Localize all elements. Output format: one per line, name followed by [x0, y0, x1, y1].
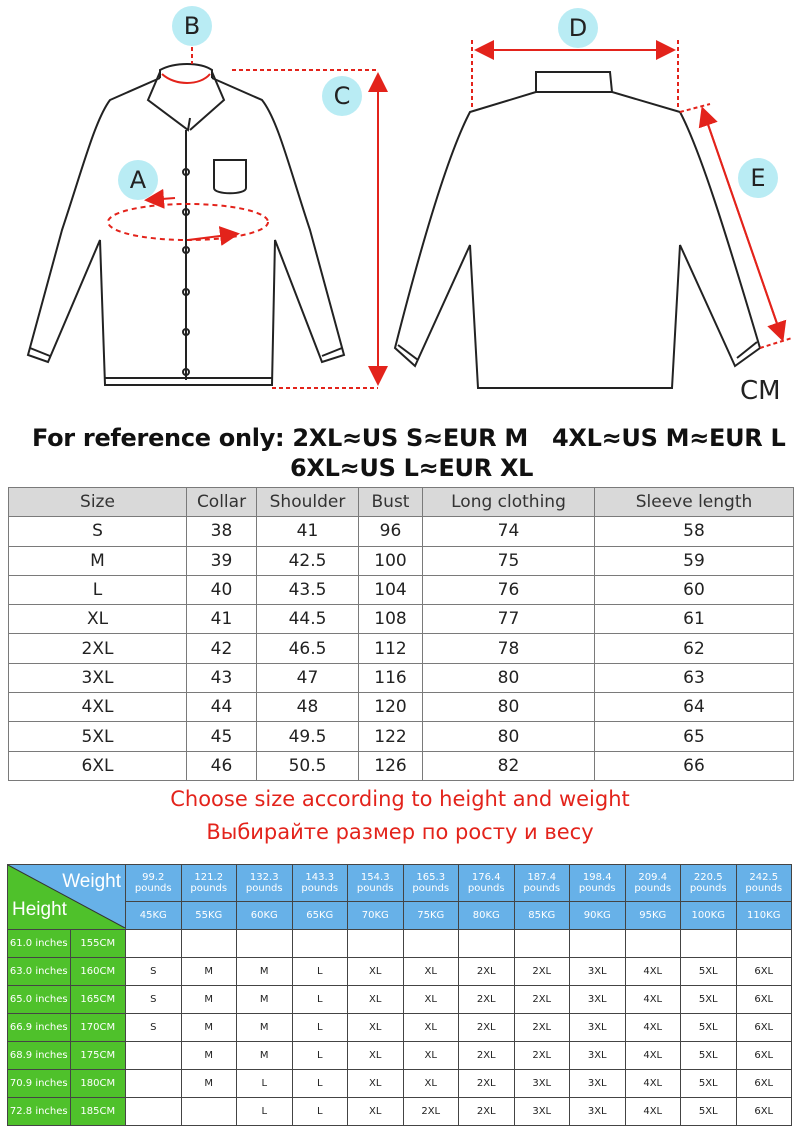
weight-pounds-unit: pounds — [467, 883, 505, 894]
weight-kg-cell: 85KG — [514, 902, 570, 930]
weight-pounds-value: 99.2 — [142, 872, 165, 883]
size-row — [9, 722, 794, 751]
note-english: Choose size according to height and weight — [170, 787, 630, 811]
recommended-size-cell: L — [292, 1042, 348, 1070]
cell-bust: 108 — [359, 605, 423, 634]
cell-bust: 104 — [359, 575, 423, 604]
weight-pounds-unit: pounds — [190, 883, 228, 894]
size-row — [9, 517, 794, 546]
height-cm-cell: 165CM — [70, 986, 125, 1014]
weight-pounds-value: 242.5 — [749, 872, 779, 883]
recommended-size-cell: XL — [403, 986, 459, 1014]
weight-pounds-unit: pounds — [301, 883, 339, 894]
recommended-size-cell: XL — [403, 1070, 459, 1098]
weight-pounds-unit: pounds — [689, 883, 727, 894]
recommended-size-cell: 2XL — [403, 1098, 459, 1126]
cell-long-clothing: 77 — [423, 605, 595, 634]
recommended-size-cell: 6XL — [736, 1098, 792, 1126]
cell-collar: 43 — [187, 663, 257, 692]
height-inches-cell: 70.9 inches — [8, 1070, 71, 1098]
weight-pounds-cell — [292, 865, 348, 902]
recommended-size-cell — [736, 930, 792, 958]
recommended-size-cell: 6XL — [736, 1014, 792, 1042]
shirt-drawings — [0, 0, 800, 412]
cell-sleeve-length: 65 — [595, 722, 794, 751]
height-cm-cell: 175CM — [70, 1042, 125, 1070]
recommended-size-cell: M — [237, 958, 293, 986]
weight-pounds-cell — [681, 865, 737, 902]
recommended-size-cell: 5XL — [681, 1098, 737, 1126]
recommended-size-cell — [570, 930, 626, 958]
height-label: Height — [12, 899, 67, 920]
weight-kg-cell: 55KG — [181, 902, 237, 930]
recommended-size-cell: 2XL — [459, 1098, 515, 1126]
weight-pounds-unit: pounds — [578, 883, 616, 894]
weight-kg-cell: 90KG — [570, 902, 626, 930]
recommended-size-cell: 2XL — [459, 958, 515, 986]
size-table-header — [9, 488, 794, 517]
height-inches-cell: 66.9 inches — [8, 1014, 71, 1042]
weight-pounds-unit: pounds — [245, 883, 283, 894]
recommended-size-cell: M — [237, 986, 293, 1014]
header-shoulder: Shoulder — [257, 488, 359, 517]
weight-pounds-cell — [514, 865, 570, 902]
recommended-size-cell: 2XL — [514, 1042, 570, 1070]
recommended-size-cell: 4XL — [625, 958, 681, 986]
height-row — [8, 1098, 792, 1126]
recommended-size-cell — [348, 930, 404, 958]
recommended-size-cell — [514, 930, 570, 958]
weight-pounds-value: 154.3 — [360, 872, 390, 883]
cell-size: 6XL — [9, 751, 187, 780]
recommended-size-cell: 2XL — [459, 1014, 515, 1042]
size-row — [9, 634, 794, 663]
recommended-size-cell: 2XL — [514, 1014, 570, 1042]
height-cm-cell: 160CM — [70, 958, 125, 986]
height-inches-cell: 65.0 inches — [8, 986, 71, 1014]
cell-bust: 116 — [359, 663, 423, 692]
recommended-size-cell: 2XL — [514, 986, 570, 1014]
weight-pounds-cell — [459, 865, 515, 902]
recommended-size-cell: 5XL — [681, 1014, 737, 1042]
recommended-size-cell: XL — [348, 1098, 404, 1126]
cell-shoulder: 43.5 — [257, 575, 359, 604]
size-row — [9, 663, 794, 692]
recommended-size-cell — [237, 930, 293, 958]
cell-sleeve-length: 63 — [595, 663, 794, 692]
height-inches-cell: 63.0 inches — [8, 958, 71, 986]
recommended-size-cell — [459, 930, 515, 958]
recommended-size-cell: M — [181, 1042, 237, 1070]
marker-c-length: C — [322, 76, 362, 116]
recommended-size-cell — [126, 1042, 182, 1070]
weight-kg-cell: 65KG — [292, 902, 348, 930]
cell-bust: 120 — [359, 693, 423, 722]
recommended-size-cell — [126, 1098, 182, 1126]
reference-line-2: 4XL≈US M≈EUR L — [552, 424, 786, 452]
cell-size: 5XL — [9, 722, 187, 751]
recommended-size-cell: XL — [348, 1042, 404, 1070]
cell-shoulder: 42.5 — [257, 546, 359, 575]
height-cm-cell: 185CM — [70, 1098, 125, 1126]
weight-pounds-cell — [126, 865, 182, 902]
cell-collar: 42 — [187, 634, 257, 663]
recommended-size-cell: 2XL — [514, 958, 570, 986]
cell-collar: 41 — [187, 605, 257, 634]
weight-pounds-value: 209.4 — [638, 872, 668, 883]
height-row — [8, 930, 792, 958]
height-cm-cell: 155CM — [70, 930, 125, 958]
recommended-size-cell — [681, 930, 737, 958]
weight-label: Weight — [62, 871, 121, 892]
recommended-size-cell: 5XL — [681, 1070, 737, 1098]
size-row — [9, 751, 794, 780]
cell-size: M — [9, 546, 187, 575]
header-long-clothing: Long clothing — [423, 488, 595, 517]
recommended-size-cell: L — [292, 1014, 348, 1042]
height-row — [8, 1070, 792, 1098]
recommended-size-cell: 5XL — [681, 958, 737, 986]
cell-sleeve-length: 61 — [595, 605, 794, 634]
weight-pounds-value: 143.3 — [305, 872, 335, 883]
cell-collar: 40 — [187, 575, 257, 604]
cell-size: L — [9, 575, 187, 604]
recommended-size-cell — [403, 930, 459, 958]
cell-bust: 122 — [359, 722, 423, 751]
recommended-size-cell — [181, 1098, 237, 1126]
cell-sleeve-length: 59 — [595, 546, 794, 575]
measurement-lines — [108, 40, 792, 388]
cell-shoulder: 41 — [257, 517, 359, 546]
recommended-size-cell: 2XL — [459, 986, 515, 1014]
cell-long-clothing: 80 — [423, 722, 595, 751]
recommended-size-cell: XL — [348, 958, 404, 986]
size-row — [9, 575, 794, 604]
marker-d-shoulder: D — [558, 8, 598, 48]
recommended-size-cell: M — [237, 1014, 293, 1042]
cell-shoulder: 49.5 — [257, 722, 359, 751]
cell-sleeve-length: 64 — [595, 693, 794, 722]
cell-long-clothing: 82 — [423, 751, 595, 780]
cell-collar: 39 — [187, 546, 257, 575]
recommended-size-cell: S — [126, 986, 182, 1014]
weight-pounds-cell — [348, 865, 404, 902]
weight-pounds-value: 187.4 — [527, 872, 557, 883]
cell-sleeve-length: 62 — [595, 634, 794, 663]
recommended-size-cell: 6XL — [736, 1070, 792, 1098]
cell-collar: 44 — [187, 693, 257, 722]
marker-b-collar: B — [172, 6, 212, 46]
recommended-size-cell: XL — [403, 1014, 459, 1042]
recommended-size-cell: 3XL — [570, 1042, 626, 1070]
cell-bust: 100 — [359, 546, 423, 575]
cell-bust: 96 — [359, 517, 423, 546]
recommended-size-cell: 3XL — [570, 986, 626, 1014]
recommended-size-cell: 2XL — [459, 1042, 515, 1070]
recommended-size-cell: 3XL — [514, 1070, 570, 1098]
recommended-size-cell: S — [126, 1014, 182, 1042]
cell-long-clothing: 78 — [423, 634, 595, 663]
shirt-measurement-diagram — [0, 0, 800, 412]
cell-sleeve-length: 60 — [595, 575, 794, 604]
recommended-size-cell — [625, 930, 681, 958]
weight-pounds-cell — [403, 865, 459, 902]
recommended-size-cell: 4XL — [625, 1070, 681, 1098]
weight-kg-cell: 75KG — [403, 902, 459, 930]
note-russian: Выбирайте размер по росту и весу — [206, 820, 594, 844]
height-inches-cell: 61.0 inches — [8, 930, 71, 958]
cell-size: XL — [9, 605, 187, 634]
recommended-size-cell: 5XL — [681, 1042, 737, 1070]
cell-size: S — [9, 517, 187, 546]
header-bust: Bust — [359, 488, 423, 517]
reference-line-1: For reference only: 2XL≈US S≈EUR M — [32, 424, 528, 452]
recommended-size-cell: 4XL — [625, 1042, 681, 1070]
recommended-size-cell: XL — [348, 1014, 404, 1042]
cell-size: 2XL — [9, 634, 187, 663]
cell-sleeve-length: 58 — [595, 517, 794, 546]
cell-size: 4XL — [9, 693, 187, 722]
recommended-size-cell: L — [292, 958, 348, 986]
weight-pounds-value: 132.3 — [249, 872, 279, 883]
weight-pounds-unit: pounds — [745, 883, 783, 894]
recommended-size-cell: XL — [403, 1042, 459, 1070]
weight-pounds-cell — [237, 865, 293, 902]
weight-pounds-value: 176.4 — [471, 872, 501, 883]
unit-label: CM — [740, 376, 781, 406]
recommended-size-cell: M — [181, 1014, 237, 1042]
weight-pounds-unit: pounds — [356, 883, 394, 894]
recommended-size-cell: L — [292, 986, 348, 1014]
height-row — [8, 1042, 792, 1070]
recommended-size-cell: 3XL — [570, 1098, 626, 1126]
weight-pounds-cell — [625, 865, 681, 902]
cell-collar: 38 — [187, 517, 257, 546]
recommended-size-cell: 3XL — [514, 1098, 570, 1126]
cell-size: 3XL — [9, 663, 187, 692]
weight-pounds-value: 198.4 — [582, 872, 612, 883]
recommended-size-cell: L — [292, 1098, 348, 1126]
recommended-size-cell: S — [126, 958, 182, 986]
weight-kg-cell: 45KG — [126, 902, 182, 930]
weight-pounds-value: 121.2 — [194, 872, 224, 883]
recommended-size-cell: M — [181, 1070, 237, 1098]
height-cm-cell: 170CM — [70, 1014, 125, 1042]
marker-a-bust: A — [118, 160, 158, 200]
cell-shoulder: 47 — [257, 663, 359, 692]
cell-bust: 126 — [359, 751, 423, 780]
height-inches-cell: 72.8 inches — [8, 1098, 71, 1126]
height-weight-corner — [8, 865, 126, 930]
cell-shoulder: 48 — [257, 693, 359, 722]
cell-collar: 45 — [187, 722, 257, 751]
cell-long-clothing: 76 — [423, 575, 595, 604]
height-inches-cell: 68.9 inches — [8, 1042, 71, 1070]
recommended-size-cell: L — [237, 1070, 293, 1098]
size-measurement-table — [8, 487, 794, 781]
cell-long-clothing: 80 — [423, 693, 595, 722]
weight-pounds-unit: pounds — [634, 883, 672, 894]
height-row — [8, 986, 792, 1014]
cell-bust: 112 — [359, 634, 423, 663]
weight-pounds-unit: pounds — [134, 883, 172, 894]
recommended-size-cell: 3XL — [570, 1014, 626, 1042]
cell-collar: 46 — [187, 751, 257, 780]
weight-kg-cell: 80KG — [459, 902, 515, 930]
recommended-size-cell: 3XL — [570, 958, 626, 986]
weight-kg-cell: 70KG — [348, 902, 404, 930]
header-collar: Collar — [187, 488, 257, 517]
cell-long-clothing: 80 — [423, 663, 595, 692]
recommended-size-cell: 3XL — [570, 1070, 626, 1098]
weight-kg-cell: 100KG — [681, 902, 737, 930]
weight-kg-cell: 110KG — [736, 902, 792, 930]
weight-pounds-value: 165.3 — [416, 872, 446, 883]
weight-pounds-unit: pounds — [412, 883, 450, 894]
shirt-front — [28, 64, 344, 385]
weight-pounds-value: 220.5 — [693, 872, 723, 883]
recommended-size-cell: 4XL — [625, 1014, 681, 1042]
recommended-size-cell: 6XL — [736, 1042, 792, 1070]
weight-kg-cell: 95KG — [625, 902, 681, 930]
recommended-size-cell: XL — [348, 986, 404, 1014]
height-weight-table — [7, 864, 792, 1126]
weight-pounds-unit: pounds — [523, 883, 561, 894]
recommended-size-cell: L — [292, 1070, 348, 1098]
recommended-size-cell — [181, 930, 237, 958]
height-row — [8, 1014, 792, 1042]
weight-pounds-row — [8, 865, 792, 902]
weight-kg-cell: 60KG — [237, 902, 293, 930]
recommended-size-cell: 4XL — [625, 986, 681, 1014]
reference-line-3: 6XL≈US L≈EUR XL — [290, 454, 534, 482]
cell-shoulder: 46.5 — [257, 634, 359, 663]
recommended-size-cell: M — [181, 986, 237, 1014]
height-cm-cell: 180CM — [70, 1070, 125, 1098]
recommended-size-cell: M — [237, 1042, 293, 1070]
weight-pounds-cell — [570, 865, 626, 902]
recommended-size-cell: M — [181, 958, 237, 986]
recommended-size-cell — [126, 930, 182, 958]
cell-sleeve-length: 66 — [595, 751, 794, 780]
marker-e-sleeve: E — [738, 158, 778, 198]
weight-pounds-cell — [181, 865, 237, 902]
recommended-size-cell — [126, 1070, 182, 1098]
cell-long-clothing: 75 — [423, 546, 595, 575]
recommended-size-cell: 4XL — [625, 1098, 681, 1126]
recommended-size-cell: 5XL — [681, 986, 737, 1014]
header-size: Size — [9, 488, 187, 517]
size-row — [9, 605, 794, 634]
cell-long-clothing: 74 — [423, 517, 595, 546]
weight-pounds-cell — [736, 865, 792, 902]
size-row — [9, 546, 794, 575]
cell-shoulder: 44.5 — [257, 605, 359, 634]
size-row — [9, 693, 794, 722]
recommended-size-cell: 6XL — [736, 986, 792, 1014]
recommended-size-cell: XL — [403, 958, 459, 986]
recommended-size-cell: 6XL — [736, 958, 792, 986]
recommended-size-cell — [292, 930, 348, 958]
height-row — [8, 958, 792, 986]
recommended-size-cell: XL — [348, 1070, 404, 1098]
cell-shoulder: 50.5 — [257, 751, 359, 780]
recommended-size-cell: 2XL — [459, 1070, 515, 1098]
recommended-size-cell: L — [237, 1098, 293, 1126]
header-sleeve-length: Sleeve length — [595, 488, 794, 517]
